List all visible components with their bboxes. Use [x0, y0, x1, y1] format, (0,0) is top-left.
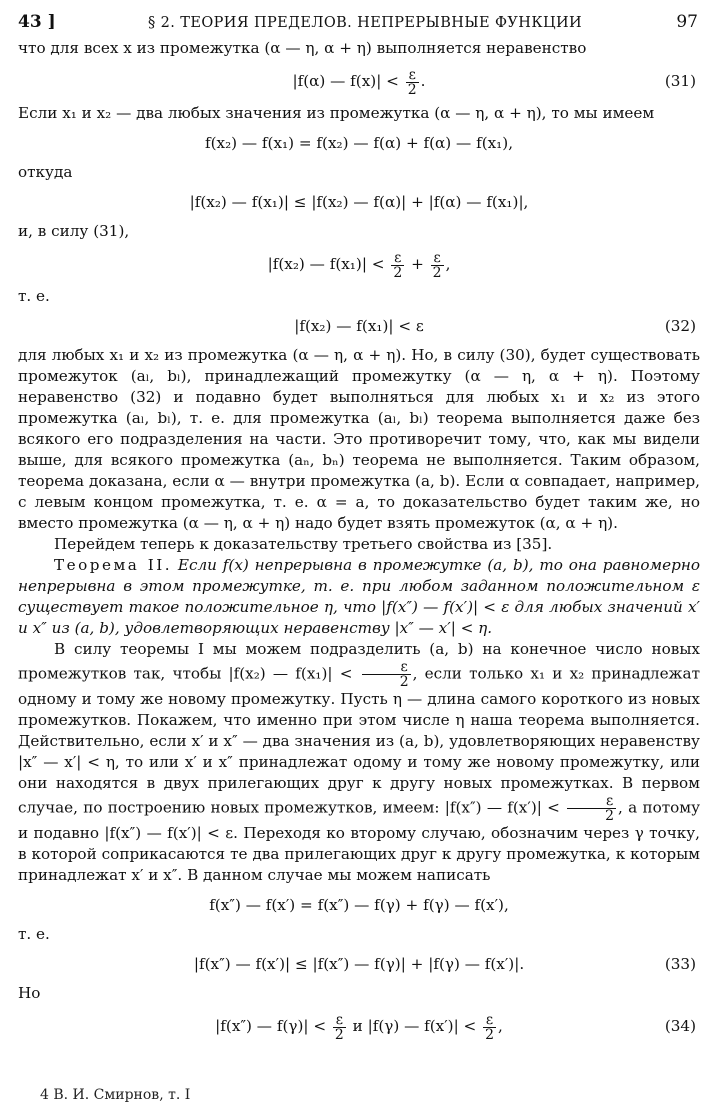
text-line: Если x₁ и x₂ — два любых значения из промежутка (α — η, α + η), то мы имеем [18, 104, 655, 122]
text-line: т. е. [18, 925, 50, 943]
fraction: $\frac{\varepsilon}{2}$ [362, 660, 411, 689]
running-title: § 2. ТЕОРИЯ ПРЕДЕЛОВ. НЕПРЕРЫВНЫЕ ФУНКЦИИ [148, 15, 583, 31]
equation-number: (34) [664, 1017, 696, 1035]
text-line: т. е. [18, 287, 50, 305]
text-line: Но [18, 984, 41, 1002]
equation-number: (33) [664, 955, 696, 973]
equation-32 [18, 307, 700, 345]
equation-33 [18, 945, 700, 983]
theorem-label: Теорема II. [54, 556, 173, 574]
fraction: $\frac{\varepsilon}{2}$ [407, 66, 417, 98]
equation: |f(x₂) — f(x₁)| ≤ |f(x₂) — f(α)| + |f(α) — f(x₁)|, [189, 193, 529, 211]
paragraph: Перейдем теперь к доказательству третьего свойства из [35]. [54, 535, 553, 553]
equation-lhs: |f(x₂) — f(x₁)| < [267, 255, 385, 273]
fraction: $\frac{\varepsilon}{2}$ [432, 249, 442, 281]
equation-body: |f(x₂) — f(x₁)| < ε [294, 317, 424, 335]
text-line: и, в силу (31), [18, 222, 130, 240]
equation-number: (32) [664, 317, 696, 335]
theorem-statement: Если f(x) непрерывна в промежутке (a, b), то она равномерно непрерывна в этом промежутке, т. е. при любом заданном положительном ε существует такое положительное η, что |f(x″) — f(x′)| < ε для любых значений x′ и x″ из (a, b), удовлетворяющих неравенству |x″ — x′| < η. [18, 556, 700, 637]
paragraph: для любых x₁ и x₂ из промежутка (α — η, α + η). Но, в силу (30), будет существовать промежуток (aₗ, bₗ), принадлежащий промежутку (α — η, α + η). Поэтому неравенство (32) и подавно будет выполняться для любых x₁ и x₂ из этого промежутка (aₗ, bₗ), т. е. для промежутка (aₗ, bₗ) теорема выполняется даже без всякого его подразделения на части. Это противоречит тому, что, как мы видели выше, для всякого промежутка (aₙ, bₙ) теорема не выполняется. Таким образом, теорема доказана, если α — внутри промежутка (a, b). Если α совпадает, например, с левым концом промежутка, т. е. α = a, то доказательство будет таким же, но вместо промежутка (α — η, α + η) надо будет взять промежуток (α, α + η). [18, 346, 700, 532]
equation-body: |f(x″) — f(x′)| ≤ |f(x″) — f(γ)| + |f(γ) — f(x′)|. [193, 955, 525, 973]
page-footer: 4 В. И. Смирнов, т. I [40, 1087, 191, 1103]
fraction: $\frac{\varepsilon}{2}$ [393, 249, 403, 281]
equation-lhs: |f(α) — f(x)| < [292, 72, 399, 90]
equation: |f(x₂) — f(x₁)| < $\frac{\varepsilon}{2}$ + $\frac{\varepsilon}{2}$ , [267, 249, 451, 281]
text-line: что для всех x из промежутка (α — η, α + η) выполняется неравенство [18, 39, 587, 57]
equation-31: |f(α) — f(x)| < $\frac{\varepsilon}{2}$ . (31) [18, 59, 700, 103]
running-header [18, 8, 700, 38]
theorem-paragraph [18, 555, 700, 639]
equation: f(x″) — f(x′) = f(x″) — f(γ) + f(γ) — f(x′), [209, 896, 509, 914]
equation: f(x₂) — f(x₁) = f(x₂) — f(α) + f(α) — f(x₁), [204, 134, 514, 152]
equation-34: |f(x″) — f(γ)| < $\frac{\varepsilon}{2}$ и |f(γ) — f(x′)| < $\frac{\varepsilon}{2}$ , (34) [18, 1004, 700, 1048]
fraction: $\frac{\varepsilon}{2}$ [567, 794, 616, 823]
section-number: 43 ] [18, 12, 56, 32]
text-line: откуда [18, 163, 73, 181]
book-page [18, 8, 700, 1048]
paragraph: В силу теоремы I мы можем подразделить (a, b) на конечное число новых промежутков так, чтобы |f(x₂) — f(x₁)| < $\frac{\varepsilon}{2}$ , если только x₁ и x₂ принадлежат одному и тому же новому промежутку. Пусть η — длина самого короткого из новых промежутков. Покажем, что именно при этом числе η наша теорема выполняется. Действительно, если x′ и x″ — два значения из (a, b), удовлетворяющих неравенству |x″ — x′| < η, то или x′ и x″ принадлежат одому и тому же новому промежутку, или они находятся в двух прилегающих друг к другу новых промежутках. В первом случае, по построению новых промежутков, имеем: |f(x″) — f(x′)| < $\frac{\varepsilon}{2}$ , а потому и подавно |f(x″) — f(x′)| < ε. Переходя ко второму случаю, обозначим через γ точку, в которой соприкасаются те два прилегающих друг к другу промежутка, к которым принадлежат x′ и x″. В данном случае мы можем написать [18, 640, 701, 884]
page-number: 97 [676, 12, 698, 32]
equation-number: (31) [664, 72, 696, 90]
fraction: $\frac{\varepsilon}{2}$ [334, 1011, 344, 1043]
fraction: $\frac{\varepsilon}{2}$ [485, 1011, 494, 1043]
